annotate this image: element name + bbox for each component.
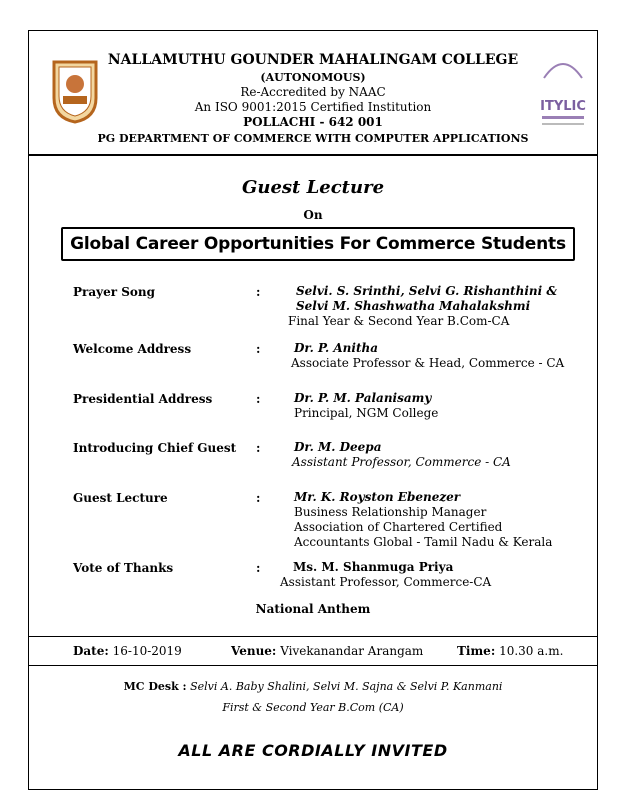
event-on-label: On [303,208,323,222]
mc-desk-class: First & Second Year B.Com (CA) [222,701,404,714]
event-type: Guest Lecture [241,177,385,198]
header-divider [28,154,598,156]
date-label: Date: [73,644,109,658]
guest-speaker-org: Association of Chartered Certified [294,520,503,534]
presidential-speaker-role: Principal, NGM College [294,406,439,420]
introducer-role: Assistant Professor, Commerce - CA [292,455,511,469]
welcome-address-label: Welcome Address [73,342,192,356]
introducer-name: Dr. M. Deepa [294,440,382,454]
welcome-speaker-role: Associate Professor & Head, Commerce - CA [291,356,565,370]
details-top-divider [28,636,598,637]
guest-speaker-role: Business Relationship Manager [294,505,487,519]
invitation-text: ALL ARE CORDIALLY INVITED [178,741,448,760]
department-name: PG DEPARTMENT OF COMMERCE WITH COMPUTER APPLICATIONS [97,132,529,145]
presidential-speaker: Dr. P. M. Palanisamy [294,391,432,405]
introducing-chief-guest-label: Introducing Chief Guest [73,441,237,455]
prayer-song-performers: Selvi. S. Srinthi, Selvi G. Rishanthini & [296,284,558,298]
college-name: NALLAMUTHU GOUNDER MAHALINGAM COLLEGE [107,52,519,68]
autonomous-label: (AUTONOMOUS) [260,71,366,84]
details-bottom-divider [28,665,598,666]
welcome-speaker: Dr. P. Anitha [294,341,379,355]
time-field [457,644,563,658]
venue-value: Vivekanandar Arangam [280,644,424,658]
presidential-address-label: Presidential Address [73,392,213,406]
prayer-song-label: Prayer Song [73,285,156,299]
date-value: 16-10-2019 [112,644,182,658]
colon: : [256,342,261,356]
lecture-title-box [61,227,575,261]
guest-lecture-label: Guest Lecture [73,491,168,505]
guest-speaker-org-2: Accountants Global - Tamil Nadu & Kerala [294,535,553,549]
accreditation-text: Re-Accredited by NAAC [240,85,386,99]
mc-desk-label: MC Desk : [123,680,187,693]
mc-desk [28,680,598,693]
time-value: 10.30 a.m. [499,644,564,658]
national-anthem: National Anthem [255,602,371,616]
vote-of-thanks-speaker: Ms. M. Shanmuga Priya [293,560,454,574]
vote-of-thanks-label: Vote of Thanks [73,561,174,575]
date-field [73,644,182,658]
svg-text:ITYLIC: ITYLIC [540,99,586,114]
prayer-song-performers-2: Selvi M. Shashwatha Mahalakshmi [296,299,531,313]
iso-text: An ISO 9001:2015 Certified Institution [194,100,432,114]
colon: : [256,491,261,505]
location-text: POLLACHI - 642 001 [243,115,383,129]
venue-label: Venue: [231,644,277,658]
colon: : [256,441,261,455]
colon: : [256,392,261,406]
mc-desk-names: Selvi A. Baby Shalini, Selvi M. Sajna & Selvi P. Kanmani [190,680,503,693]
colon: : [256,285,261,299]
time-label: Time: [457,644,496,658]
guest-speaker-name: Mr. K. Royston Ebenezer [294,490,461,504]
venue-field [231,644,423,658]
vote-of-thanks-role: Assistant Professor, Commerce-CA [280,575,492,589]
colon: : [256,561,261,575]
lecture-title: Global Career Opportunities For Commerce Students [70,234,566,254]
prayer-song-class: Final Year & Second Year B.Com-CA [288,314,510,328]
